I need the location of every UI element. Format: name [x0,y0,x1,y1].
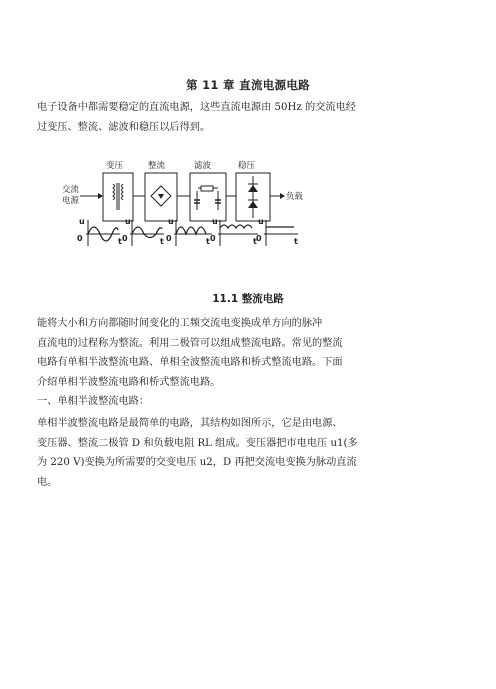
axis-origin-label: 0 [166,234,172,243]
section-line: 介绍单相半波整流电路和桥式整流电路。 [37,376,221,388]
intro-line: 过变压、整流、滤波和稳压以后得到。 [37,121,211,133]
section-title: 11.1 整流电路 [212,293,284,305]
block-label-transformer: 变压 [106,161,124,171]
axis-u-label: u [79,217,85,226]
chapter-title: 第 11 章 直流电源电路 [186,78,310,92]
axis-t-label: t [118,237,122,246]
axis-t-label: t [294,237,298,246]
input-label-ac: 交流 [62,185,80,195]
filter-block [190,173,226,221]
rectifier-block [145,173,177,221]
block-label-rectifier: 整流 [148,161,166,171]
section-line: 电路有单相半波整流电路、单相全波整流电路和桥式整流电路。下面 [37,357,343,368]
axis-t-label: t [206,237,210,246]
intro-line: 电子设备中都需要稳定的直流电源，这些直流电源由 50Hz 的交流电经 [37,102,356,113]
axis-t-label: t [253,237,257,246]
intro-paragraph [37,98,467,137]
regulator-block [236,173,270,221]
transformer-block [103,173,133,221]
waveform-dc [256,217,298,246]
axis-u-label: u [212,217,218,226]
section-line: 能将大小和方向都随时间变化的工频交流电变换成单方向的脉冲 [37,318,323,329]
axis-origin-label: 0 [77,234,83,243]
axis-u-label: u [125,217,131,226]
sub-line: 变压器、整流二极管 D 和负载电阻 RL 组成。变压器把市电电压 u1(多 [37,437,358,449]
block-label-regulator: 稳压 [238,161,256,171]
axis-origin-label: 0 [256,234,262,243]
section-paragraph [37,314,467,392]
subsection-paragraph [37,414,467,492]
axis-t-label: t [160,237,164,246]
output-label-load: 负载 [286,192,304,202]
axis-origin-label: 0 [122,234,128,243]
subsection-title-text: 一、单相半波整流电路： [37,396,150,407]
axis-u-label: u [258,217,264,226]
sub-line: 为 220 V)变换为所需要的交变电压 u2，D 再把交流电变换为脉动直流 [37,457,357,468]
sub-line: 单相半波整流电路是最简单的电路，其结构如图所示，它是由电源、 [37,418,343,429]
subsection-title [37,392,467,412]
axis-u-label: u [168,217,174,226]
axis-origin-label: 0 [210,234,216,243]
power-supply-block-diagram [60,158,380,248]
sub-line: 电。 [37,476,58,488]
input-label-source: 电源 [62,196,80,206]
block-label-filter: 滤波 [194,161,212,171]
section-line: 直流电的过程称为整流。利用二极管可以组成整流电路。常见的整流 [37,337,343,349]
